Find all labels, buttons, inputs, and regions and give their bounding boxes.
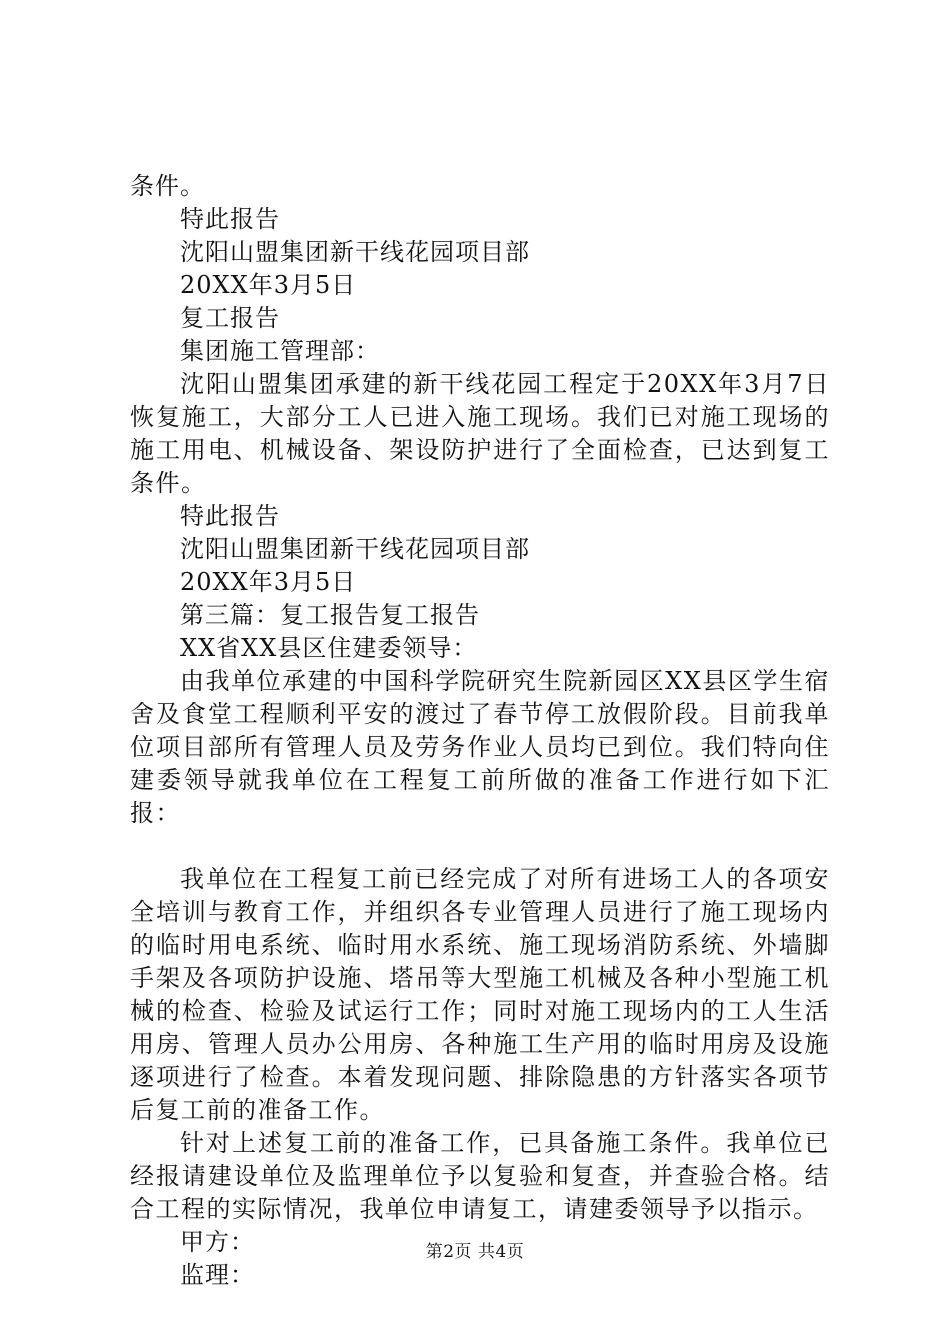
section-heading-third-article: 第三篇：复工报告复工报告: [180, 601, 480, 629]
body-paragraph-3: 我单位在工程复工前已经完成了对所有进场工人的各项安全培训与教育工作，并组织各专业管理人员进行了施工现场内的临时用电系统、临时用水系统、施工现场消防系统、外墙脚手架及各项防护设施、塔吊等大型施工机械及各种小型施工机械的检查、检验及试运行工作；同时对施工现场内的工人生活用房、管理人员办公用房、各种施工生产用的临时用房及设施逐项进行了检查。本着发现问题、排除隐患的方针落实各项节后复工前的准备工作。: [130, 865, 830, 1124]
text-line-report-closing-2: 特此报告: [180, 502, 280, 530]
document-body: [130, 170, 830, 1292]
paragraph-gap: [130, 830, 830, 863]
text-line-conditions: 条件。: [130, 172, 205, 200]
addressee-line: 集团施工管理部：: [180, 337, 380, 365]
addressee-line-2: XX省XX县区住建委领导：: [180, 634, 478, 662]
text-line-project-department: 沈阳山盟集团新干线花园项目部: [180, 238, 530, 266]
body-paragraph-4: 针对上述复工前的准备工作，已具备施工条件。我单位已经报请建设单位及监理单位予以复验和复查，并查验合格。结合工程的实际情况，我单位申请复工，请建委领导予以指示。: [130, 1129, 830, 1223]
signature-party-a: 甲方：: [180, 1228, 255, 1256]
text-line-report-closing: 特此报告: [180, 205, 280, 233]
text-line-date-2: 20XX年3月5日: [180, 568, 357, 596]
text-line-date: 20XX年3月5日: [180, 271, 357, 299]
text-line-project-department-2: 沈阳山盟集团新干线花园项目部: [180, 535, 530, 563]
body-paragraph-1: 沈阳山盟集团承建的新干线花园工程定于20XX年3月7日恢复施工，大部分工人已进入施工现场。我们已对施工现场的施工用电、机械设备、架设防护进行了全面检查，已达到复工条件。: [130, 370, 830, 497]
body-paragraph-2: 由我单位承建的中国科学院研究生院新园区XX县区学生宿舍及食堂工程顺利平安的渡过了春节停工放假阶段。目前我单位项目部所有管理人员及劳务作业人员均已到位。我们特向住建委领导就我单位在工程复工前所做的准备工作进行如下汇报：: [130, 667, 830, 827]
section-heading-resume-report: 复工报告: [180, 304, 280, 332]
page-footer: 第2页 共4页: [425, 1242, 525, 1262]
signature-supervisor: 监理：: [180, 1261, 255, 1289]
